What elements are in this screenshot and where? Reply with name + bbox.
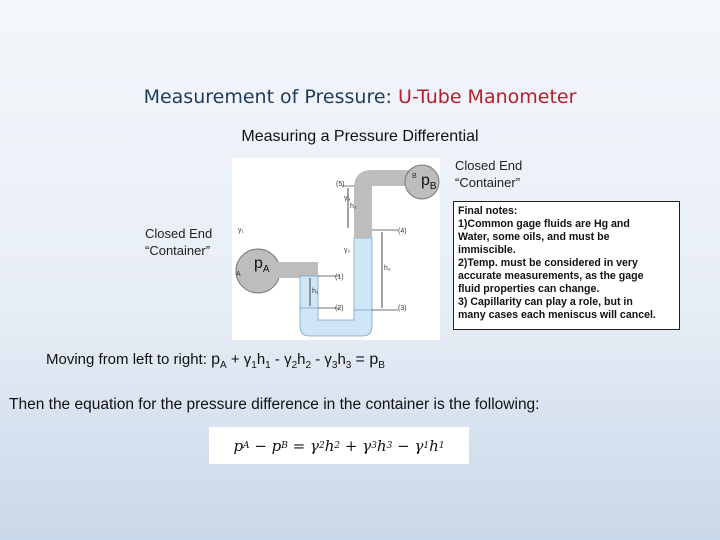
pA-label [254, 255, 270, 275]
notes-line5: accurate measurements, as the gage [458, 270, 644, 282]
equation-walkthrough [46, 351, 385, 371]
eq-term2-h: h [297, 351, 306, 368]
manometer-svg [232, 158, 440, 340]
gamma-1-label: γ₁ [238, 227, 244, 234]
final-formula [209, 427, 469, 464]
h2-label: h₂ [350, 203, 357, 210]
final-notes-box [453, 201, 680, 330]
eq-term2-hsub: 2 [305, 360, 312, 371]
node-4-label: (4) [398, 228, 407, 235]
node-1-label: (1) [335, 274, 344, 281]
f-equals: = [287, 436, 310, 455]
f-pB: p [271, 436, 282, 455]
eq-term3-sub: 3 [331, 360, 338, 371]
manometer-diagram [232, 158, 440, 340]
h3-label: h₃ [384, 265, 391, 272]
eq-pA-sub: A [219, 360, 227, 371]
f-pA-sub: A [243, 440, 250, 451]
closed-left-line1: Closed End [145, 226, 213, 241]
pB-text: p [421, 172, 430, 189]
notes-heading: Final notes: [458, 205, 518, 217]
node-3-label: (3) [398, 305, 407, 312]
f-g2-sub: 2 [318, 440, 325, 451]
f-g3: γ [362, 436, 372, 455]
u-bottom [300, 308, 372, 336]
f-g3-sub: 3 [371, 440, 377, 451]
f-h3-sub: 3 [386, 440, 393, 451]
conclusion-text: Then the equation for the pressure difference in the container is the following: [9, 396, 540, 413]
f-h1: h [429, 436, 439, 455]
eq-term2: - γ [274, 351, 292, 368]
eq-prefix: Moving from left to right: [46, 351, 207, 368]
closed-left-line2: “Container” [145, 243, 211, 258]
f-h2-sub: 2 [334, 440, 341, 451]
eq-term3-h: h [337, 351, 346, 368]
pB-sub: B [429, 181, 437, 193]
closed-end-left-label [145, 225, 212, 259]
eq-result: = p [355, 351, 379, 368]
pA-sub: A [262, 264, 270, 276]
closed-right-line1: Closed End [455, 158, 523, 173]
f-g1: γ [414, 436, 424, 455]
notes-line4: 2)Temp. must be considered in very [458, 257, 638, 269]
notes-line3: immiscible. [458, 244, 516, 256]
gamma-3-label: γ₃ [344, 195, 351, 202]
notes-line8: many cases each meniscus will cancel. [458, 309, 656, 321]
notes-line7: 3) Capillarity can play a role, but in [458, 296, 633, 308]
f-h3: h [376, 436, 387, 455]
closed-end-right-label [455, 157, 522, 191]
notes-line6: fluid properties can change. [458, 283, 600, 295]
closed-right-line2: “Container” [455, 175, 521, 190]
node-2-label: (2) [335, 305, 344, 312]
point-a-label: A [236, 271, 241, 278]
slide-title [0, 86, 720, 108]
f-pA: p [233, 436, 244, 455]
eq-term1-h: h [256, 351, 266, 368]
f-plus: + [340, 436, 363, 455]
title-main: Measurement of Pressure: [143, 86, 398, 108]
eq-term3-hsub: 3 [345, 360, 352, 371]
f-h2: h [324, 436, 335, 455]
eq-pA: p [211, 351, 220, 368]
f-pB-sub: B [281, 440, 288, 451]
subtitle: Measuring a Pressure Differential [241, 128, 479, 145]
f-g2: γ [310, 436, 319, 455]
eq-term1-hsub: 1 [265, 360, 271, 371]
gamma-2-label: γ₂ [344, 247, 351, 254]
notes-line1: 1)Common gage fluids are Hg and [458, 218, 630, 230]
title-accent: U-Tube Manometer [397, 86, 577, 108]
f-g1-sub: 1 [423, 440, 430, 451]
left-leg-gas [300, 262, 318, 276]
eq-term1: + γ [230, 351, 252, 368]
eq-result-sub: B [378, 360, 385, 371]
eq-term3: - γ [315, 351, 332, 368]
f-minus2: − [392, 436, 415, 455]
h1-label: h₁ [312, 288, 319, 295]
pA-text: p [254, 255, 263, 272]
node-5-label: (5) [336, 181, 345, 188]
f-minus: − [249, 436, 272, 455]
right-leg-fluid [354, 238, 372, 310]
right-leg-gas [354, 186, 372, 238]
point-b-label: B [412, 173, 417, 180]
pB-label [421, 172, 437, 192]
eq-term2-sub: 2 [291, 360, 298, 371]
eq-term1-sub: 1 [251, 360, 257, 371]
notes-line2: Water, some oils, and must be [458, 231, 610, 243]
f-h1-sub: 1 [438, 440, 445, 451]
